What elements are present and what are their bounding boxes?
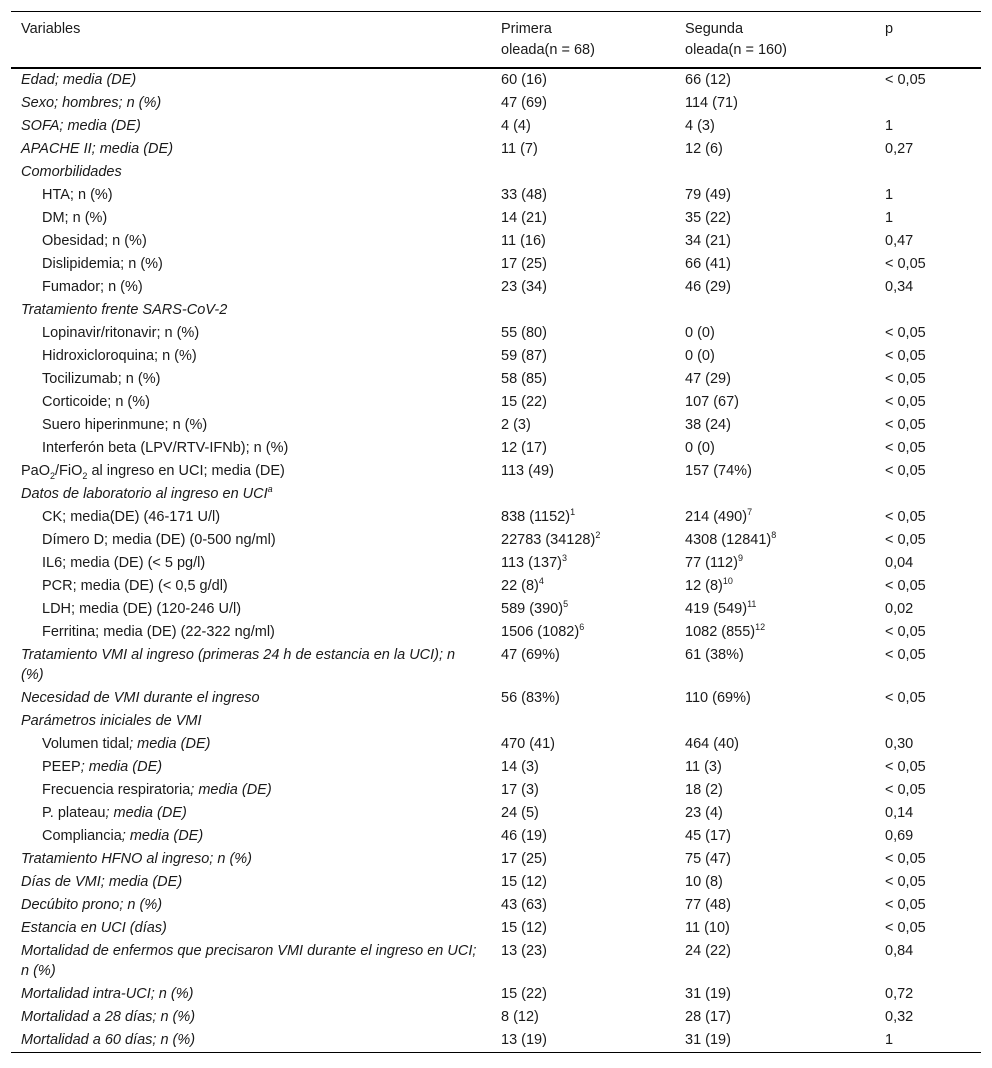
table-row <box>11 529 981 552</box>
value-p: < 0,05 <box>885 851 926 867</box>
value-p: < 0,05 <box>885 417 926 433</box>
value-p: 0,69 <box>885 828 914 844</box>
value-primera: 12 (17) <box>501 440 547 456</box>
row-label: Datos de laboratorio al ingreso en UCI$^a$ <box>21 484 273 502</box>
value-primera: 60 (16) <box>501 72 547 88</box>
table-body <box>11 68 981 1053</box>
table-row <box>11 940 981 983</box>
row-label: PEEP; media (DE) <box>42 759 163 775</box>
row-label: Tratamiento HFNO al ingreso; n (%) <box>21 851 252 867</box>
table-row <box>11 230 981 253</box>
header-p-value: p <box>885 21 894 37</box>
row-label: Compliancia; media (DE) <box>42 828 204 844</box>
value-segunda: 107 (67) <box>685 394 740 410</box>
table-row <box>11 598 981 621</box>
value-segunda: 1082 $(855)^{12}$ <box>685 622 766 640</box>
value-segunda: 110 (69%) <box>685 690 751 706</box>
value-p: < 0,05 <box>885 325 926 341</box>
value-p: < 0,05 <box>885 256 926 272</box>
value-p: < 0,05 <box>885 624 926 640</box>
value-segunda: 46 (29) <box>685 279 731 295</box>
value-primera: 13 (23) <box>501 943 547 959</box>
value-p: 0,84 <box>885 943 914 959</box>
value-p: 0,47 <box>885 233 914 249</box>
table-row <box>11 322 981 345</box>
value-p: < 0,05 <box>885 440 926 456</box>
value-primera: 470 (41) <box>501 736 556 752</box>
value-primera <box>491 299 675 322</box>
value-primera: 43 (63) <box>501 897 547 913</box>
row-label: Frecuencia respiratoria; media (DE) <box>42 782 272 798</box>
value-primera: 47 (69) <box>501 95 547 111</box>
row-label: Tratamiento VMI al ingreso (primeras 24 h de estancia en la UCI); n (%) <box>21 647 456 683</box>
value-p <box>875 710 981 733</box>
value-p: < 0,05 <box>885 371 926 387</box>
table-row <box>11 894 981 917</box>
value-p: 0,27 <box>885 141 914 157</box>
table-row <box>11 917 981 940</box>
table-row <box>11 644 981 687</box>
value-segunda <box>675 710 875 733</box>
value-p: < 0,05 <box>885 532 926 548</box>
row-label: Estancia en UCI (días) <box>21 920 167 936</box>
value-primera: 47 (69%) <box>501 647 560 663</box>
value-segunda: 34 (21) <box>685 233 731 249</box>
row-label: Días de VMI; media (DE) <box>21 874 183 890</box>
row-label: Suero hiperinmune; n (%) <box>42 417 208 433</box>
pao2-fio2-label: PaO$_2$/FiO$_2$ al ingreso en UCI; media (DE) <box>21 463 285 481</box>
row-label: PCR; media (DE) (< 0,5 g/dl) <box>42 578 228 594</box>
value-primera: 14 (21) <box>501 210 547 226</box>
value-primera: 589 $(390)^5$ <box>501 599 569 617</box>
value-segunda: 66 (12) <box>685 72 731 88</box>
value-p <box>875 483 981 506</box>
value-segunda: 0 (0) <box>685 325 715 341</box>
value-primera: 1506 $(1082)^6$ <box>501 622 585 640</box>
value-primera: 22783 $(34128)^2$ <box>501 530 601 548</box>
row-label: SOFA; media (DE) <box>21 118 141 134</box>
row-label: Mortalidad de enfermos que precisaron VMI durante el ingreso en UCI; n (%) <box>21 943 477 979</box>
value-segunda: 11 (3) <box>685 759 722 775</box>
row-label: Interferón beta (LPV/RTV-IFNb); n (%) <box>42 440 289 456</box>
value-segunda: 11 (10) <box>685 920 730 936</box>
value-p: < 0,05 <box>885 920 926 936</box>
row-label: Obesidad; n (%) <box>42 233 147 249</box>
value-segunda: 12 (6) <box>685 141 723 157</box>
row-label: Lopinavir/ritonavir; n (%) <box>42 325 200 341</box>
value-segunda: 214 $(490)^7$ <box>685 507 753 525</box>
value-segunda: 77 (48) <box>685 897 731 913</box>
value-segunda: 79 (49) <box>685 187 731 203</box>
table-row <box>11 68 981 92</box>
value-segunda: 4 (3) <box>685 118 715 134</box>
value-primera: 17 (25) <box>501 256 547 272</box>
value-p: < 0,05 <box>885 72 926 88</box>
row-label: Hidroxicloroquina; n (%) <box>42 348 197 364</box>
value-segunda: 0 (0) <box>685 440 715 456</box>
value-primera: 15 (22) <box>501 986 547 1002</box>
value-p: 0,34 <box>885 279 914 295</box>
value-primera: 58 (85) <box>501 371 547 387</box>
value-p: 0,30 <box>885 736 914 752</box>
value-segunda: 24 (22) <box>685 943 731 959</box>
value-primera <box>491 161 675 184</box>
comparison-table <box>11 11 981 1053</box>
table-row <box>11 414 981 437</box>
value-segunda: 23 (4) <box>685 805 723 821</box>
value-primera: 55 (80) <box>501 325 547 341</box>
table-row <box>11 368 981 391</box>
value-primera: 113 (49) <box>501 463 554 479</box>
value-primera: 14 (3) <box>501 759 539 775</box>
value-p: 0,04 <box>885 555 914 571</box>
row-label: DM; n (%) <box>42 210 108 226</box>
value-p: < 0,05 <box>885 578 926 594</box>
value-p <box>875 161 981 184</box>
value-segunda: 77 $(112)^9$ <box>685 553 743 571</box>
row-label: Ferritina; media (DE) (22-322 ng/ml) <box>42 624 275 640</box>
value-segunda <box>675 299 875 322</box>
table-row <box>11 299 981 322</box>
table-row <box>11 138 981 161</box>
table-row <box>11 552 981 575</box>
value-segunda: 157 (74%) <box>685 463 752 479</box>
row-label: HTA; n (%) <box>42 187 113 203</box>
row-label: IL6; media (DE) (< 5 pg/l) <box>42 555 206 571</box>
table-row <box>11 687 981 710</box>
value-segunda: 31 (19) <box>685 1032 731 1048</box>
value-primera: 33 (48) <box>501 187 547 203</box>
value-segunda: 12 $(8)^{10}$ <box>685 576 733 594</box>
table-row <box>11 848 981 871</box>
value-segunda: 61 (38%) <box>685 647 744 663</box>
table-row <box>11 621 981 644</box>
value-primera <box>491 710 675 733</box>
value-primera: 113 $(137)^3$ <box>501 553 568 571</box>
row-label: Decúbito prono; n (%) <box>21 897 163 913</box>
header-primera-oleada: Primera oleada(n = 68) <box>501 21 595 58</box>
value-primera: 8 (12) <box>501 1009 539 1025</box>
row-label: Mortalidad intra-UCI; n (%) <box>21 986 194 1002</box>
value-p: < 0,05 <box>885 690 926 706</box>
value-primera: 13 (19) <box>501 1032 547 1048</box>
value-primera: 15 (22) <box>501 394 547 410</box>
value-primera: 2 (3) <box>501 417 531 433</box>
row-label: Comorbilidades <box>21 164 122 180</box>
row-label: Dímero D; media (DE) (0-500 ng/ml) <box>42 532 276 548</box>
value-segunda: 18 (2) <box>685 782 723 798</box>
table-row <box>11 710 981 733</box>
value-segunda: 38 (24) <box>685 417 731 433</box>
table-row <box>11 756 981 779</box>
value-p: < 0,05 <box>885 463 926 479</box>
row-label: Mortalidad a 60 días; n (%) <box>21 1032 196 1048</box>
table-row <box>11 460 981 483</box>
value-p: < 0,05 <box>885 782 926 798</box>
value-primera: 11 (16) <box>501 233 546 249</box>
row-label: P. plateau; media (DE) <box>42 805 187 821</box>
row-label: Necesidad de VMI durante el ingreso <box>21 690 260 706</box>
row-label: Tocilizumab; n (%) <box>42 371 161 387</box>
results-table-container <box>11 11 981 1053</box>
table-row <box>11 161 981 184</box>
value-segunda: 0 (0) <box>685 348 715 364</box>
value-segunda: 419 $(549)^{11}$ <box>685 599 757 617</box>
value-primera: 46 (19) <box>501 828 547 844</box>
value-p: < 0,05 <box>885 509 926 525</box>
row-label: Dislipidemia; n (%) <box>42 256 163 272</box>
value-segunda: 114 (71) <box>685 95 738 111</box>
value-p: 0,32 <box>885 1009 914 1025</box>
value-segunda <box>675 161 875 184</box>
value-primera: 11 (7) <box>501 141 538 157</box>
table-row <box>11 733 981 756</box>
table-row <box>11 345 981 368</box>
value-segunda: 75 (47) <box>685 851 731 867</box>
value-primera: 24 (5) <box>501 805 539 821</box>
value-primera: 22 $(8)^4$ <box>501 576 544 594</box>
row-label: Mortalidad a 28 días; n (%) <box>21 1009 196 1025</box>
header-variables: Variables <box>21 21 81 37</box>
value-p: < 0,05 <box>885 394 926 410</box>
table-header <box>11 12 981 69</box>
value-p: 1 <box>885 1032 894 1048</box>
value-p: 0,02 <box>885 601 914 617</box>
row-label: Edad; media (DE) <box>21 72 137 88</box>
row-label: Tratamiento frente SARS-CoV-2 <box>21 302 228 318</box>
table-row <box>11 437 981 460</box>
value-primera: 15 (12) <box>501 920 547 936</box>
value-segunda: 28 (17) <box>685 1009 731 1025</box>
row-label: Volumen tidal; media (DE) <box>42 736 211 752</box>
table-row <box>11 1029 981 1053</box>
value-primera <box>491 483 675 506</box>
value-segunda: 35 (22) <box>685 210 731 226</box>
table-row <box>11 825 981 848</box>
row-label: APACHE II; media (DE) <box>21 141 174 157</box>
table-row <box>11 184 981 207</box>
value-primera: 23 (34) <box>501 279 547 295</box>
table-row <box>11 983 981 1006</box>
value-segunda: 66 (41) <box>685 256 731 272</box>
value-primera: 56 (83%) <box>501 690 560 706</box>
row-label: Corticoide; n (%) <box>42 394 150 410</box>
value-p: 0,72 <box>885 986 914 1002</box>
table-row <box>11 276 981 299</box>
value-p <box>875 299 981 322</box>
table-row <box>11 779 981 802</box>
value-segunda: 464 (40) <box>685 736 740 752</box>
value-p: 1 <box>885 187 894 203</box>
table-row <box>11 391 981 414</box>
value-p: < 0,05 <box>885 897 926 913</box>
row-label: CK; media(DE) (46-171 U/l) <box>42 509 221 525</box>
value-primera: 59 (87) <box>501 348 547 364</box>
value-primera: 17 (25) <box>501 851 547 867</box>
row-label: Parámetros iniciales de VMI <box>21 713 202 729</box>
row-label: Fumador; n (%) <box>42 279 143 295</box>
table-row <box>11 802 981 825</box>
table-row <box>11 575 981 598</box>
row-label <box>11 460 491 483</box>
value-p: 1 <box>885 118 894 134</box>
value-segunda: 10 (8) <box>685 874 723 890</box>
table-row <box>11 1006 981 1029</box>
value-primera: 4 (4) <box>501 118 531 134</box>
value-p: < 0,05 <box>885 759 926 775</box>
value-segunda: 47 (29) <box>685 371 731 387</box>
table-row <box>11 207 981 230</box>
value-primera: 838 $(1152)^1$ <box>501 507 576 525</box>
table-row <box>11 115 981 138</box>
value-p: 1 <box>885 210 894 226</box>
table-row <box>11 253 981 276</box>
value-primera: 17 (3) <box>501 782 539 798</box>
row-label: Sexo; hombres; n (%) <box>21 95 162 111</box>
value-p: < 0,05 <box>885 647 926 663</box>
table-row <box>11 506 981 529</box>
table-row <box>11 483 981 506</box>
header-segunda-oleada: Segunda oleada(n = 160) <box>685 21 787 58</box>
table-row <box>11 871 981 894</box>
value-p: < 0,05 <box>885 348 926 364</box>
value-p <box>875 92 981 115</box>
value-primera: 15 (12) <box>501 874 547 890</box>
value-p: < 0,05 <box>885 874 926 890</box>
value-p: 0,14 <box>885 805 914 821</box>
table-row <box>11 92 981 115</box>
row-label: LDH; media (DE) (120-246 U/l) <box>42 601 242 617</box>
value-segunda: 31 (19) <box>685 986 731 1002</box>
value-segunda: 45 (17) <box>685 828 731 844</box>
value-segunda: 4308 $(12841)^8$ <box>685 530 777 548</box>
value-segunda <box>675 483 875 506</box>
